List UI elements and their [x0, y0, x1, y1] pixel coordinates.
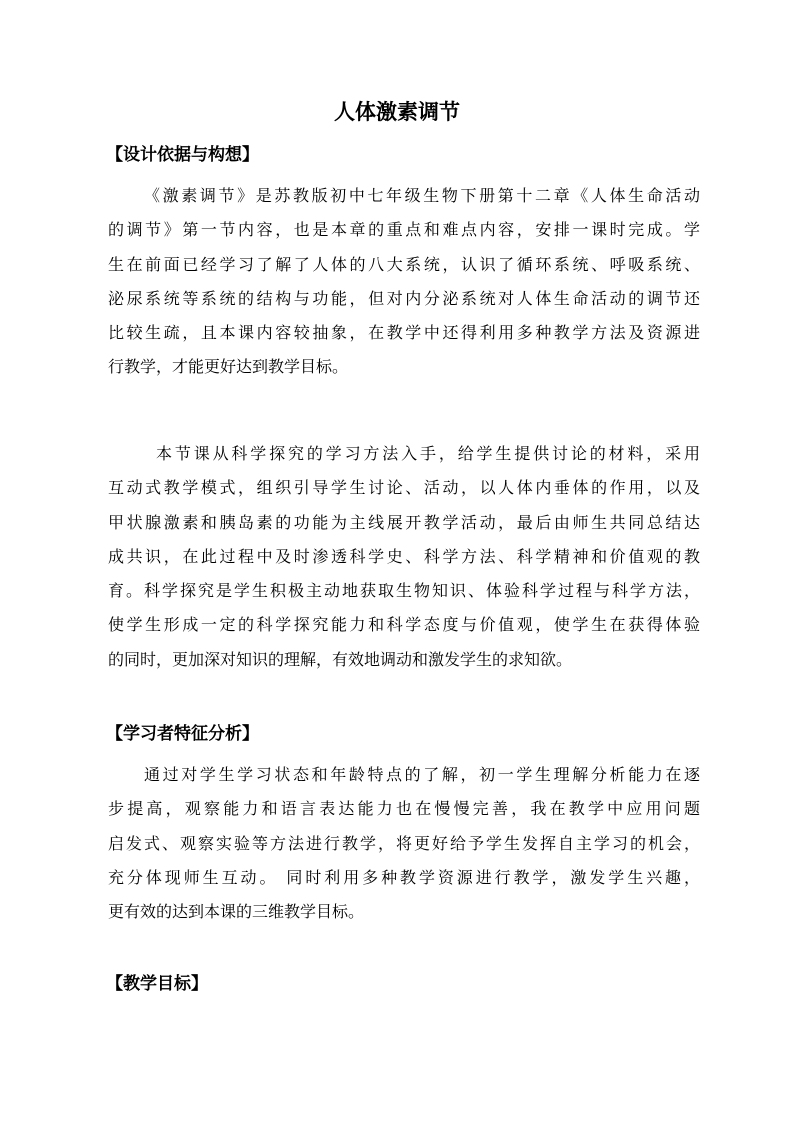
section-heading-learner: 【学习者特征分析】 — [106, 724, 259, 744]
section-heading-design: 【设计依据与构想】 — [106, 145, 259, 165]
text-line: 互动式教学模式，组织引导学生讨论、活动，以人体内垂体的作用，以及 — [108, 478, 700, 498]
text-line: 泌尿系统等系统的结构与功能，但对内分泌系统对人体生命活动的调节还 — [108, 288, 700, 308]
text-line: 《激素调节》是苏教版初中七年级生物下册第十二章《人体生命活动 — [144, 186, 700, 205]
text-line: 更有效的达到本课的三维教学目标。 — [108, 902, 365, 922]
text-line: 通过对学生学习状态和年龄特点的了解，初一学生理解分析能力在逐 — [144, 765, 700, 784]
text-line: 启发式、观察实验等方法进行教学，将更好给予学生发挥自主学习的机会， — [108, 833, 700, 853]
paragraph-learner-1 — [108, 758, 700, 929]
text-line: 生在前面已经学习了解了人体的八大系统，认识了循环系统、呼吸系统、 — [108, 254, 700, 274]
text-line: 育。科学探究是学生积极主动地获取生物知识、体验科学过程与科学方法， — [108, 581, 700, 601]
text-line: 步提高，观察能力和语言表达能力也在慢慢完善，我在教学中应用问题 — [108, 799, 700, 819]
text-line: 使学生形成一定的科学探究能力和科学态度与价值观，使学生在获得体验 — [108, 615, 700, 635]
text-line: 的调节》第一节内容，也是本章的重点和难点内容，安排一课时完成。学 — [108, 220, 700, 240]
page-title: 人体激素调节 — [334, 99, 460, 124]
text-line: 本节课从科学探究的学习方法入手，给学生提供讨论的材料，采用 — [156, 444, 700, 463]
text-line: 成共识，在此过程中及时渗透科学史、科学方法、科学精神和价值观的教 — [108, 546, 700, 566]
text-line: 行教学，才能更好达到教学目标。 — [108, 357, 349, 377]
text-line: 充分体现师生互动。 同时利用多种教学资源进行教学，激发学生兴趣， — [108, 867, 700, 887]
paragraph-design-2 — [108, 437, 700, 677]
text-line: 的同时，更加深对知识的理解，有效地调动和激发学生的求知欲。 — [108, 649, 573, 669]
paragraph-design-1 — [108, 179, 700, 385]
text-line: 甲状腺激素和胰岛素的功能为主线展开教学活动，最后由师生共同总结达 — [108, 512, 700, 532]
text-line: 比较生疏，且本课内容较抽象，在教学中还得利用多种教学方法及资源进 — [108, 323, 700, 343]
section-heading-objectives: 【教学目标】 — [106, 974, 208, 994]
